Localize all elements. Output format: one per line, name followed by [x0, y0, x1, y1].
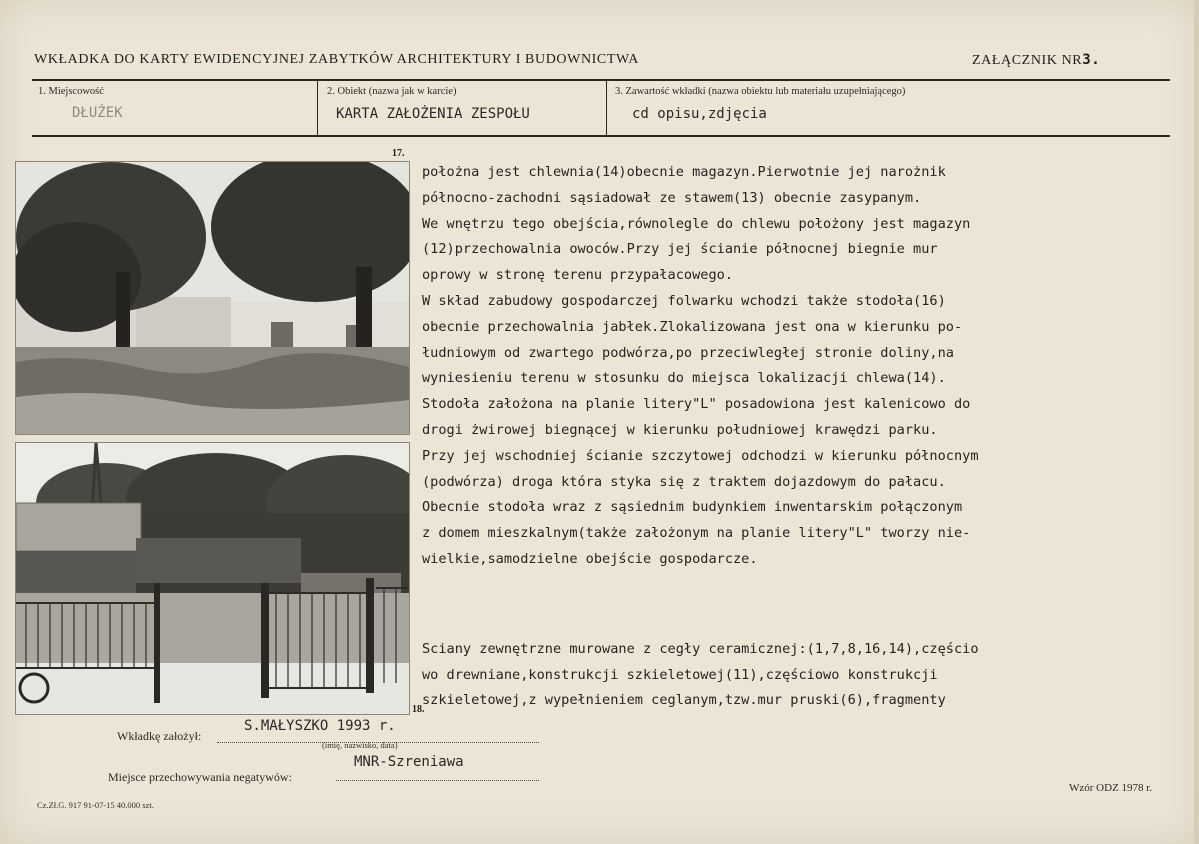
text-line: (podwórza) droga która styka się z traktem dojazdowym do pałacu. [422, 473, 946, 490]
author-value: S.MAŁYSZKO 1993 r. [244, 718, 396, 734]
attachment-label [972, 52, 1100, 69]
attachment-number: 3. [1082, 52, 1101, 68]
negatives-dotted-line [336, 780, 539, 781]
negatives-label: Miejsce przechowywania negatywów: [108, 770, 292, 784]
text-line: szkieletowej,z wypełnieniem ceglanym,tzw.mur pruski(6),fragmenty [422, 692, 946, 709]
print-info: Cz.Zł.G. 917 91-07-15 40.000 szt. [37, 800, 154, 810]
page-edge [1194, 0, 1199, 844]
negatives-value: MNR-Szreniawa [354, 754, 464, 770]
description-text [422, 160, 1122, 714]
text-line: obecnie przechowalnia jabłek.Zlokalizowana jest ona w kierunku po- [422, 318, 963, 335]
object-value: KARTA ZAŁOŻENIA ZESPOŁU [336, 106, 530, 122]
text-line: północno-zachodni sąsiadował ze stawem(13) obecnie zasypanym. [422, 189, 922, 206]
text-line: drogi żwirowej biegnącej w kierunku południowej krawędzi parku. [422, 421, 938, 438]
text-line [422, 605, 1122, 637]
place-value: DŁUŻEK [72, 105, 123, 121]
author-hint: (imię, nazwisko, data) [322, 740, 398, 750]
text-line: z domem mieszkalnym(także założonym na planie litery"L" tworzy nie- [422, 525, 971, 542]
content-value: cd opisu,zdjęcia [632, 106, 767, 122]
text-line: (12)przechowalnia owoców.Przy jej ścianie północnej biegnie mur [422, 241, 938, 258]
header-divider-2 [606, 81, 607, 135]
text-line: We wnętrzu tego obejścia,równolegle do chlewu położony jest magazyn [422, 215, 971, 232]
header-bottom-rule [32, 135, 1170, 137]
text-line: Sciany zewnętrzne murowane z cegły ceramicznej:(1,7,8,16,14),częścio [422, 640, 979, 657]
text-line: Przy jej wschodniej ścianie szczytowej odchodzi w kierunku północnym [422, 447, 979, 464]
form-model: Wzór ODZ 1978 r. [1069, 782, 1153, 794]
photo-park-trees [15, 161, 410, 435]
attachment-text: ZAŁĄCZNIK NR [972, 53, 1083, 68]
photo-farm-gate [15, 442, 410, 715]
photo-number-top: 17. [392, 148, 405, 159]
author-label: Wkładkę założył: [117, 729, 202, 743]
text-line: wielkie,samodzielne obejście gospodarcze. [422, 550, 758, 567]
form-title: WKŁADKA DO KARTY EWIDENCYJNEJ ZABYTKÓW ARCHITEKTURY I BUDOWNICTWA [34, 52, 639, 67]
text-line: Obecnie stodoła wraz z sąsiednim budynkiem inwentarskim połączonym [422, 499, 963, 516]
photo-farm-gate-image [16, 443, 409, 714]
place-label: 1. Miejscowość [38, 86, 104, 97]
object-label: 2. Obiekt (nazwa jak w karcie) [327, 86, 457, 97]
text-line: wo drewniane,konstrukcji szkieletowej(11),częściowo konstrukcji [422, 666, 938, 683]
content-label: 3. Zawartość wkładki (nazwa obiektu lub materiału uzupełniającego) [615, 86, 906, 97]
header-divider-1 [317, 81, 318, 135]
text-line: W skład zabudowy gospodarczej folwarku wchodzi także stodoła(16) [422, 292, 946, 309]
photo-number-bottom: 18. [412, 704, 425, 715]
header-top-rule [32, 79, 1170, 81]
text-line: wyniesieniu terenu w stosunku do miejsca lokalizacji chlewa(14). [422, 370, 946, 387]
text-line: oprowy w stronę terenu przypałacowego. [422, 267, 733, 284]
photo-park-trees-image [16, 162, 409, 434]
text-line: położna jest chlewnia(14)obecnie magazyn.Pierwotnie jej narożnik [422, 164, 946, 180]
text-line: Stodoła założona na planie litery"L" posadowiona jest kalenicowo do [422, 396, 971, 413]
text-line: łudniowym od zwartego podwórza,po przeciwległej stronie doliny,na [422, 344, 954, 361]
text-line [422, 573, 1122, 605]
